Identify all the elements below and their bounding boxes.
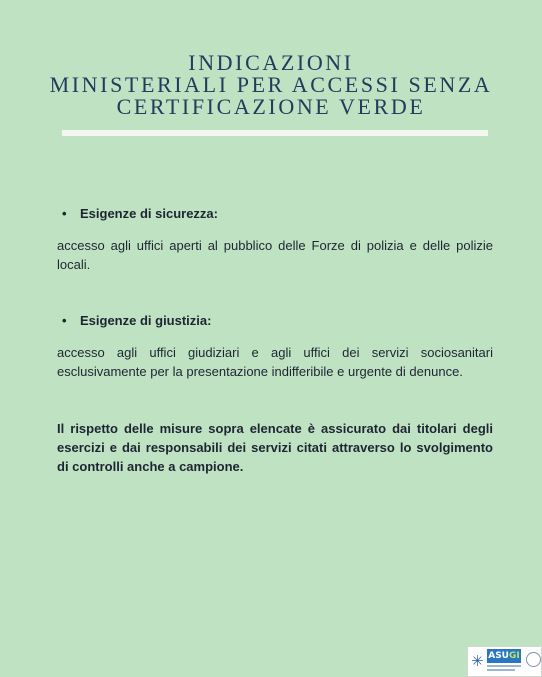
bullet-heading-giustizia <box>62 313 211 328</box>
closing-note: Il rispetto delle misure sopra elencate è assicurato dai titolari degli esercizi e dai responsabili dei servizi citati attraverso lo svolgimento di controlli anche a campione. <box>57 421 493 474</box>
logo-subtext-line <box>487 665 521 667</box>
page-title-line-1: INDICAZIONI <box>188 50 354 75</box>
page-title-line-2: MINISTERIALI PER ACCESSI SENZA <box>49 72 493 97</box>
logo-subtext-line <box>487 669 515 671</box>
bullet-heading-sicurezza <box>62 206 218 221</box>
bullet-dot-icon: • <box>62 313 67 328</box>
asugi-logo <box>467 646 542 677</box>
seal-icon <box>526 652 541 667</box>
bullet-heading-label: Esigenze di giustizia: <box>80 313 212 328</box>
section-text-sicurezza: accesso agli uffici aperti al pubblico delle Forze di polizia e delle polizie locali. <box>57 238 493 272</box>
bullet-heading-label: Esigenze di sicurezza: <box>80 206 218 221</box>
bullet-dot-icon: • <box>62 206 67 221</box>
section-text-giustizia: accesso agli uffici giudiziari e agli uffici dei servizi sociosanitari esclusivamente per la presentazione indifferibile e urgente di denunce. <box>57 345 493 379</box>
page-title <box>0 52 542 118</box>
page-title-line-3: CERTIFICAZIONE VERDE <box>116 94 426 119</box>
logo-badge: ASUGI <box>488 651 520 661</box>
star-burst-icon: ✳ <box>471 652 484 670</box>
title-divider <box>62 130 488 136</box>
